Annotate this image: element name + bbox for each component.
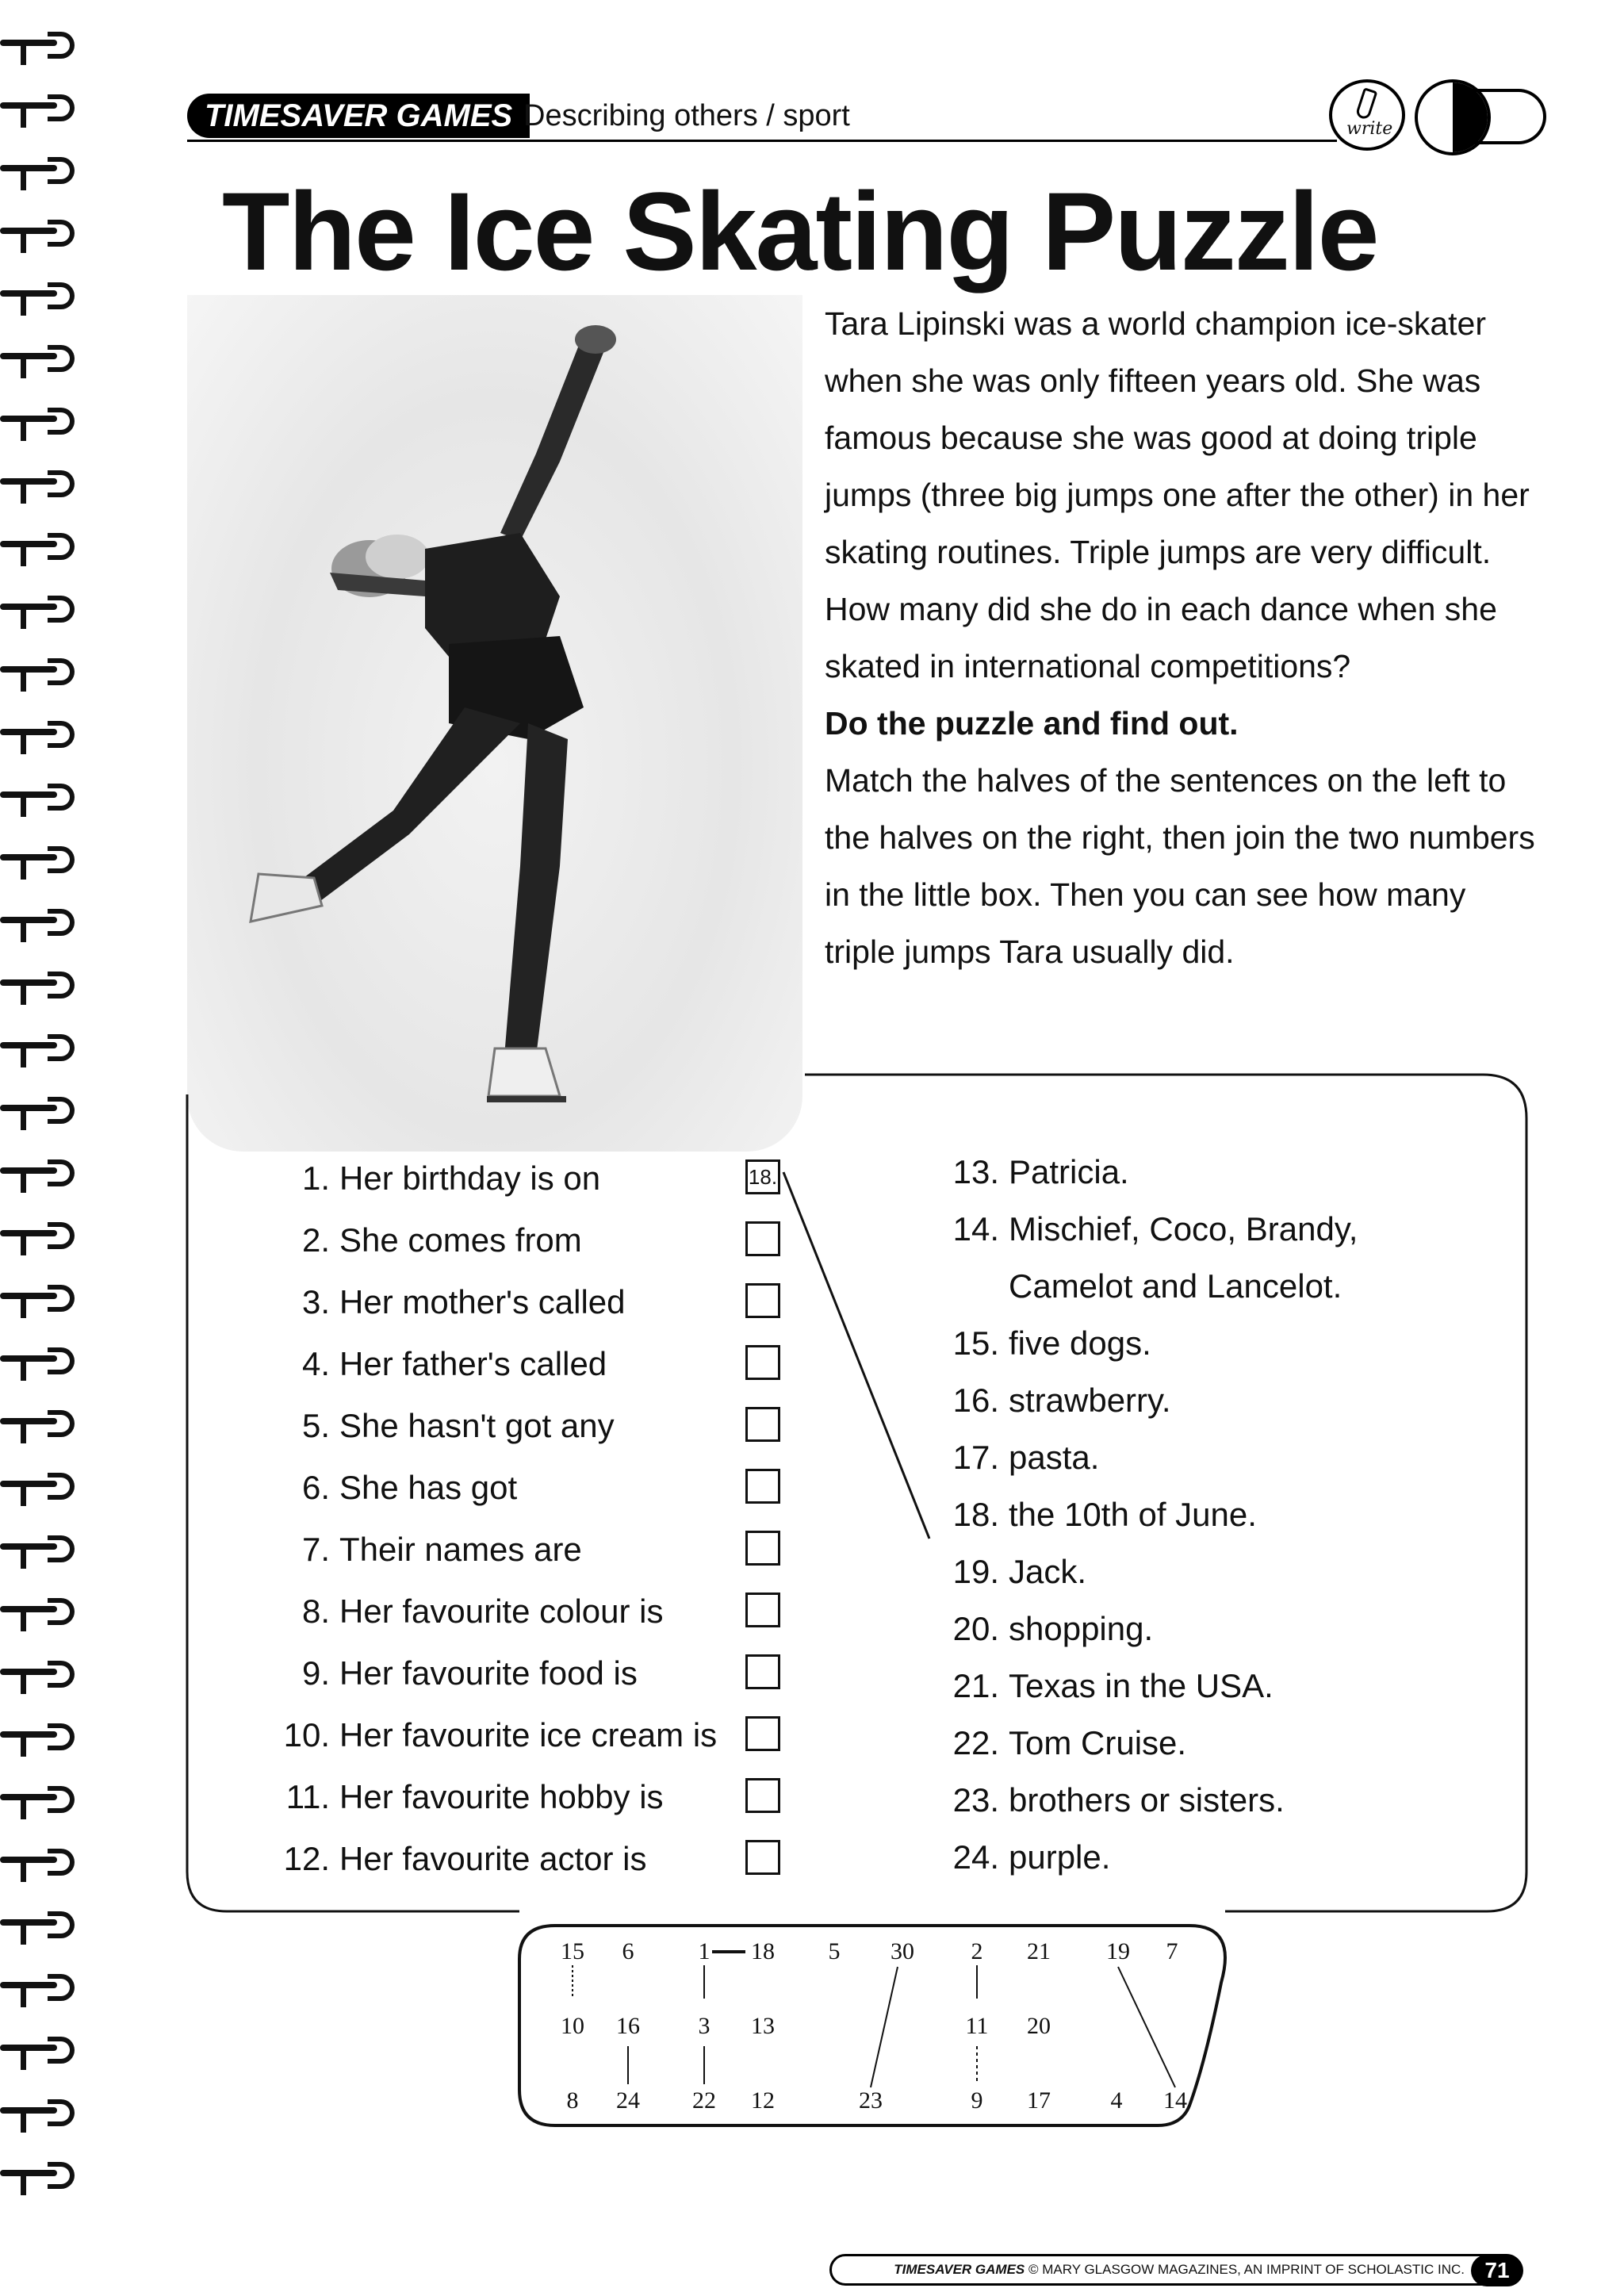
right-half-text: Tom Cruise. <box>1009 1724 1187 1761</box>
grid-line-19-14 <box>1118 1967 1175 2087</box>
left-half-number: 8. <box>301 1593 330 1630</box>
right-half-number: 22. <box>952 1724 999 1761</box>
right-half-item <box>934 1201 1358 1258</box>
grid-number[interactable]: 1 <box>698 1938 710 1964</box>
answer-box[interactable] <box>745 1840 780 1875</box>
grid-number[interactable]: 6 <box>622 1938 634 1964</box>
grid-number[interactable]: 21 <box>1027 1938 1051 1964</box>
left-half-text: Her favourite food is <box>339 1654 638 1692</box>
page-title: The Ice Skating Puzzle <box>222 169 1378 293</box>
answer-box[interactable] <box>745 1778 780 1813</box>
right-half-number: 14. <box>952 1210 999 1248</box>
right-half-number: 21. <box>952 1667 999 1704</box>
right-half-number: 23. <box>952 1781 999 1819</box>
left-half-item <box>265 1340 607 1388</box>
right-half-text: five dogs. <box>1009 1324 1151 1362</box>
grid-number[interactable]: 13 <box>751 2013 775 2039</box>
right-half-item <box>934 1715 1186 1772</box>
grid-number[interactable]: 7 <box>1166 1938 1178 1964</box>
left-half-text: She comes from <box>339 1221 582 1259</box>
right-half-text: the 10th of June. <box>1009 1496 1257 1533</box>
grid-number[interactable]: 10 <box>561 2013 584 2039</box>
left-half-item <box>265 1155 600 1202</box>
footer-credit <box>894 2256 1465 2283</box>
left-half-item <box>265 1650 638 1697</box>
answer-box[interactable] <box>745 1593 780 1627</box>
answer-box[interactable] <box>745 1654 780 1689</box>
right-half-number: 16. <box>952 1382 999 1419</box>
left-half-number: 7. <box>301 1531 330 1568</box>
left-half-number: 5. <box>301 1407 330 1444</box>
left-half-number: 12. <box>283 1840 330 1877</box>
grid-number[interactable]: 4 <box>1110 2087 1123 2114</box>
right-half-item <box>934 1372 1171 1429</box>
right-half-text: shopping. <box>1009 1610 1154 1647</box>
answer-box[interactable] <box>745 1283 780 1318</box>
grid-number[interactable]: 17 <box>1027 2087 1051 2114</box>
left-half-text: Her favourite colour is <box>339 1593 664 1630</box>
right-half-number <box>934 1258 1009 1315</box>
grid-number[interactable]: 15 <box>561 1938 584 1964</box>
right-half-text: brothers or sisters. <box>1009 1781 1285 1819</box>
left-half-text: Her birthday is on <box>339 1159 601 1197</box>
right-half-number: 19. <box>952 1553 999 1590</box>
left-half-item <box>265 1278 626 1326</box>
right-half-item <box>934 1144 1129 1201</box>
right-half-number: 15. <box>952 1324 999 1362</box>
grid-number[interactable]: 11 <box>965 2013 989 2039</box>
answer-box[interactable] <box>745 1531 780 1566</box>
grid-number[interactable]: 12 <box>751 2087 775 2114</box>
grid-number[interactable]: 30 <box>891 1938 914 1964</box>
right-half-item <box>934 1315 1151 1372</box>
grid-number[interactable]: 20 <box>1027 2013 1051 2039</box>
grid-number[interactable]: 24 <box>616 2087 640 2114</box>
answer-box[interactable] <box>745 1221 780 1256</box>
right-half-item <box>934 1429 1099 1486</box>
right-half-item <box>934 1658 1274 1715</box>
right-half-item <box>934 1600 1153 1658</box>
answer-box[interactable] <box>745 1345 780 1380</box>
right-half-item <box>934 1543 1086 1600</box>
answer-box[interactable] <box>745 1469 780 1504</box>
left-half-text: Her favourite ice cream is <box>339 1716 718 1753</box>
right-half-text: Texas in the USA. <box>1009 1667 1274 1704</box>
left-half-item <box>265 1464 517 1512</box>
right-half-text: pasta. <box>1009 1439 1100 1476</box>
grid-number[interactable]: 2 <box>971 1938 983 1964</box>
left-half-number: 10. <box>283 1716 330 1753</box>
left-half-item <box>265 1402 615 1450</box>
footer <box>829 2254 1522 2286</box>
instruction-heading: Do the puzzle and find out. <box>825 705 1239 742</box>
left-half-number: 6. <box>301 1469 330 1506</box>
right-half-text: Jack. <box>1009 1553 1087 1590</box>
right-half-number: 24. <box>952 1838 999 1876</box>
left-half-text: She has got <box>339 1469 518 1506</box>
right-half-text: Patricia. <box>1009 1153 1129 1190</box>
right-half-item <box>934 1486 1257 1543</box>
right-half-item <box>934 1258 1342 1315</box>
right-half-item <box>934 1829 1110 1886</box>
answer-box[interactable] <box>745 1716 780 1751</box>
intro-paragraph: Tara Lipinski was a world champion ice-skater when she was only fifteen years old. She was famous because she was good at doing triple jumps (three big jumps one after the other) in her skating routines. Triple jumps are very difficult. How many did she do in each dance when she skated in international competitions? <box>825 305 1530 684</box>
right-half-number: 20. <box>952 1610 999 1647</box>
left-half-number: 2. <box>301 1221 330 1259</box>
right-half-number: 17. <box>952 1439 999 1476</box>
brand-banner: TIMESAVER GAMES <box>187 94 530 138</box>
left-half-item <box>265 1773 664 1821</box>
grid-number[interactable]: 3 <box>698 2013 710 2039</box>
grid-number[interactable]: 5 <box>828 1938 841 1964</box>
left-half-text: Her father's called <box>339 1345 607 1382</box>
grid-number[interactable]: 14 <box>1163 2087 1187 2114</box>
instruction-paragraph: Match the halves of the sentences on the left to the halves on the right, then join the two numbers in the little box. Then you can see how many triple jumps Tara usually did. <box>825 762 1535 970</box>
right-half-text: strawberry. <box>1009 1382 1171 1419</box>
grid-number[interactable]: 22 <box>692 2087 716 2114</box>
left-half-text: Her favourite hobby is <box>339 1778 664 1815</box>
grid-number[interactable]: 23 <box>859 2087 883 2114</box>
left-half-item <box>265 1588 664 1635</box>
left-half-text: Their names are <box>339 1531 582 1568</box>
grid-number[interactable]: 19 <box>1106 1938 1130 1964</box>
left-half-number: 3. <box>301 1283 330 1320</box>
left-half-text: Her mother's called <box>339 1283 626 1320</box>
left-half-item <box>265 1217 582 1264</box>
page-number: 71 <box>1471 2255 1523 2286</box>
answer-box[interactable]: 18. <box>745 1159 780 1194</box>
grid-line-30-23 <box>871 1967 898 2087</box>
left-half-number: 11. <box>285 1778 330 1815</box>
left-half-text: Her favourite actor is <box>339 1840 647 1877</box>
right-half-text: purple. <box>1009 1838 1111 1876</box>
topic-label: Describing others / sport <box>523 99 850 132</box>
right-half-text: Mischief, Coco, Brandy, <box>1009 1210 1358 1248</box>
right-half-number: 13. <box>952 1153 999 1190</box>
grid-number[interactable]: 18 <box>751 1938 775 1964</box>
left-half-item <box>265 1835 646 1883</box>
grid-number[interactable]: 16 <box>616 2013 640 2039</box>
left-half-number: 1. <box>301 1159 330 1197</box>
example-match-line <box>783 1172 929 1539</box>
left-half-item <box>265 1711 717 1759</box>
left-half-number: 4. <box>301 1345 330 1382</box>
left-half-text: She hasn't got any <box>339 1407 615 1444</box>
left-half-item <box>265 1526 582 1573</box>
right-half-text: Camelot and Lancelot. <box>1009 1267 1342 1305</box>
left-half-number: 9. <box>301 1654 330 1692</box>
write-icon-label: write <box>1346 119 1393 139</box>
answer-box[interactable] <box>745 1407 780 1442</box>
footer-copyright: © MARY GLASGOW MAGAZINES, AN IMPRINT OF SCHOLASTIC INC. <box>1028 2262 1465 2277</box>
right-half-number: 18. <box>952 1496 999 1533</box>
footer-brand: TIMESAVER GAMES <box>894 2262 1025 2277</box>
grid-number[interactable]: 9 <box>971 2087 983 2114</box>
right-half-item <box>934 1772 1285 1829</box>
grid-number[interactable]: 8 <box>566 2087 579 2114</box>
